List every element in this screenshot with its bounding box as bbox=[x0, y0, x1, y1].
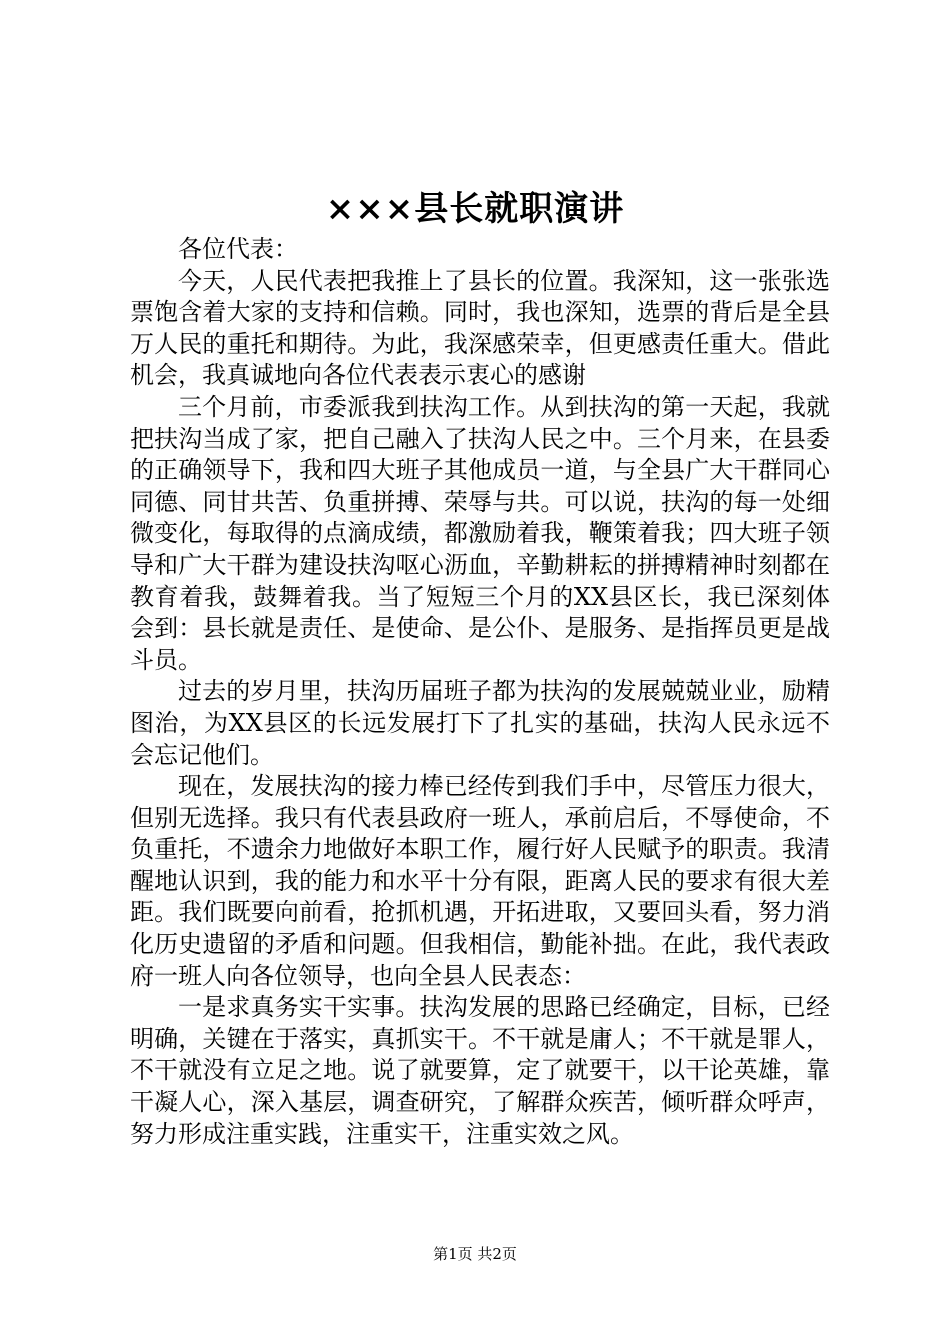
body-paragraph-5: 一是求真务实干实事。扶沟发展的思路已经确定，目标，已经明确，关键在于落实，真抓实干。不干就是庸人；不干就是罪人，不干就没有立足之地。说了就要算，定了就要干，以干论英雄，靠干凝人心，深入基层，调查研究，了解群众疾苦，倾听群众呼声，努力形成注重实践，注重实干，注重实效之风。 bbox=[130, 993, 830, 1148]
salutation-paragraph: 各位代表： bbox=[178, 235, 298, 263]
body-paragraph-4: 现在，发展扶沟的接力棒已经传到我们手中，尽管压力很大，但别无选择。我只有代表县政府一班人，承前启后，不辱使命，不负重托，不遗余力地做好本职工作，履行好人民赋予的职责。我清醒地认识到，我的能力和水平十分有限，距离人民的要求有很大差距。我们既要向前看，抢抓机遇，开拓进取，又要回头看，努力消化历史遗留的矛盾和问题。但我相信，勤能补拙。在此，我代表政府一班人向各位领导，也向全县人民表态： bbox=[130, 772, 830, 990]
body-paragraph-1: 今天，人民代表把我推上了县长的位置。我深知，这一张张选票饱含着大家的支持和信赖。同时，我也深知，选票的背后是全县万人民的重托和期待。为此，我深感荣幸，但更感责任重大。借此机会，我真诚地向各位代表表示衷心的感谢 bbox=[130, 266, 830, 390]
body-paragraph-3: 过去的岁月里，扶沟历届班子都为扶沟的发展兢兢业业，励精图治，为XX县区的长远发展打下了扎实的基础，扶沟人民永远不会忘记他们。 bbox=[130, 677, 830, 769]
body-paragraph-2: 三个月前，市委派我到扶沟工作。从到扶沟的第一天起，我就把扶沟当成了家，把自己融入了扶沟人民之中。三个月来，在县委的正确领导下，我和四大班子其他成员一道，与全县广大干群同心同德、同甘共苦、负重拼搏、荣辱与共。可以说，扶沟的每一处细微变化，每取得的点滴成绩，都激励着我，鞭策着我；四大班子领导和广大干群为建设扶沟呕心沥血，辛勤耕耘的拼搏精神时刻都在教育着我，鼓舞着我。当了短短三个月的XX县区长，我已深刻体会到：县长就是责任、是使命、是公仆、是服务、是指挥员更是战斗员。 bbox=[130, 392, 830, 674]
document-title: ×××县长就职演讲 bbox=[325, 189, 625, 229]
page-footer: 第1页 共2页 bbox=[433, 1245, 517, 1263]
document-body bbox=[130, 234, 830, 1150]
